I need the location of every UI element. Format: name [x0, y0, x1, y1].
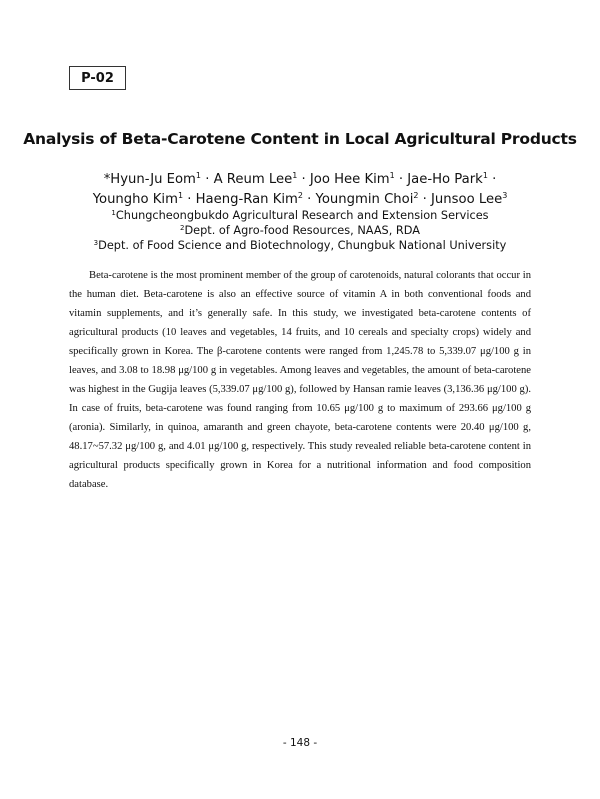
author-affil-mark: 2 [413, 191, 419, 200]
affiliation-3 [0, 238, 600, 253]
affiliation-1 [0, 208, 600, 223]
author-name: Joo Hee Kim [309, 172, 390, 187]
author-affil-mark: 1 [195, 171, 201, 180]
author-separator: · [297, 172, 310, 187]
author-separator: · [394, 172, 408, 187]
page-number: - 148 - [282, 737, 318, 749]
author-separator: · [418, 192, 432, 207]
author-separator: · [487, 172, 497, 187]
author-line-1 [0, 170, 600, 190]
author-name: Youngmin Choi [315, 192, 414, 207]
author-list [0, 170, 600, 210]
author-line-2 [0, 190, 600, 210]
author-separator: · [302, 192, 316, 207]
author-name: Youngho Kim [92, 192, 178, 207]
author-affil-mark: 1 [292, 171, 298, 180]
author-affil-mark: 2 [297, 191, 303, 200]
author-affil-mark: 1 [177, 191, 184, 200]
author-name: A Reum Lee [213, 172, 293, 187]
author-separator: · [183, 192, 196, 207]
poster-code-box [69, 66, 126, 90]
affiliation-2 [0, 223, 600, 238]
affiliation-list [0, 208, 600, 253]
affiliation-mark: 2 [180, 224, 185, 232]
affiliation-text: Dept. of Food Science and Biotechnology, Chungbuk National University [98, 239, 507, 252]
paper-title: Analysis of Beta-Carotene Content in Local Agricultural Products [23, 130, 577, 148]
affiliation-text: Chungcheongbukdo Agricultural Research and Extension Services [115, 209, 489, 222]
author-affil-mark: 1 [482, 171, 488, 180]
author-name: Junsoo Lee [431, 192, 503, 207]
affiliation-mark: 1 [111, 209, 116, 217]
author-name: Jae-Ho Park [407, 172, 483, 187]
abstract-body: Beta-carotene is the most prominent member of the group of carotenoids, natural colorants that occur in the human diet. Beta-carotene is also an effective source of vitamin A in both conventional foods and vitamin supplements, and it’s generally safe. In this study, we investigated beta-carotene contents of agricultural products (10 leaves and vegetables, 14 fruits, and 10 cereals and specialty crops) widely and specifically grown in Korea. The β-carotene contents were ranged from 1,245.78 to 5,339.07 μg/100 g in leaves, and 3.08 to 18.98 μg/100 g in vegetables. Among leaves and vegetables, the amount of beta-carotene was highest in the Gugija leaves (5,339.07 μg/100 g), followed by Hansan ramie leaves (3,136.36 μg/100 g). In case of fruits, beta-carotene was found ranging from 10.65 μg/100 g to maximum of 293.66 μg/100 g (aronia). Similarly, in quinoa, amaranth and green chayote, beta-carotene contents were 20.40 μg/100 g, 48.17~57.32 μg/100 g, and 4.01 μg/100 g, respectively. This study revealed reliable beta-carotene content in agricultural products specifically grown in Korea for a nutritional information and food composition database. [69, 270, 531, 490]
affiliation-text: Dept. of Agro-food Resources, NAAS, RDA [184, 224, 420, 237]
affiliation-mark: 3 [93, 239, 99, 247]
author-name: *Hyun-Ju Eom [103, 172, 196, 187]
author-affil-mark: 3 [502, 191, 508, 200]
author-name: Haeng-Ran Kim [195, 192, 298, 207]
author-affil-mark: 1 [389, 171, 395, 180]
author-separator: · [201, 172, 214, 187]
poster-code: P-02 [81, 70, 114, 86]
